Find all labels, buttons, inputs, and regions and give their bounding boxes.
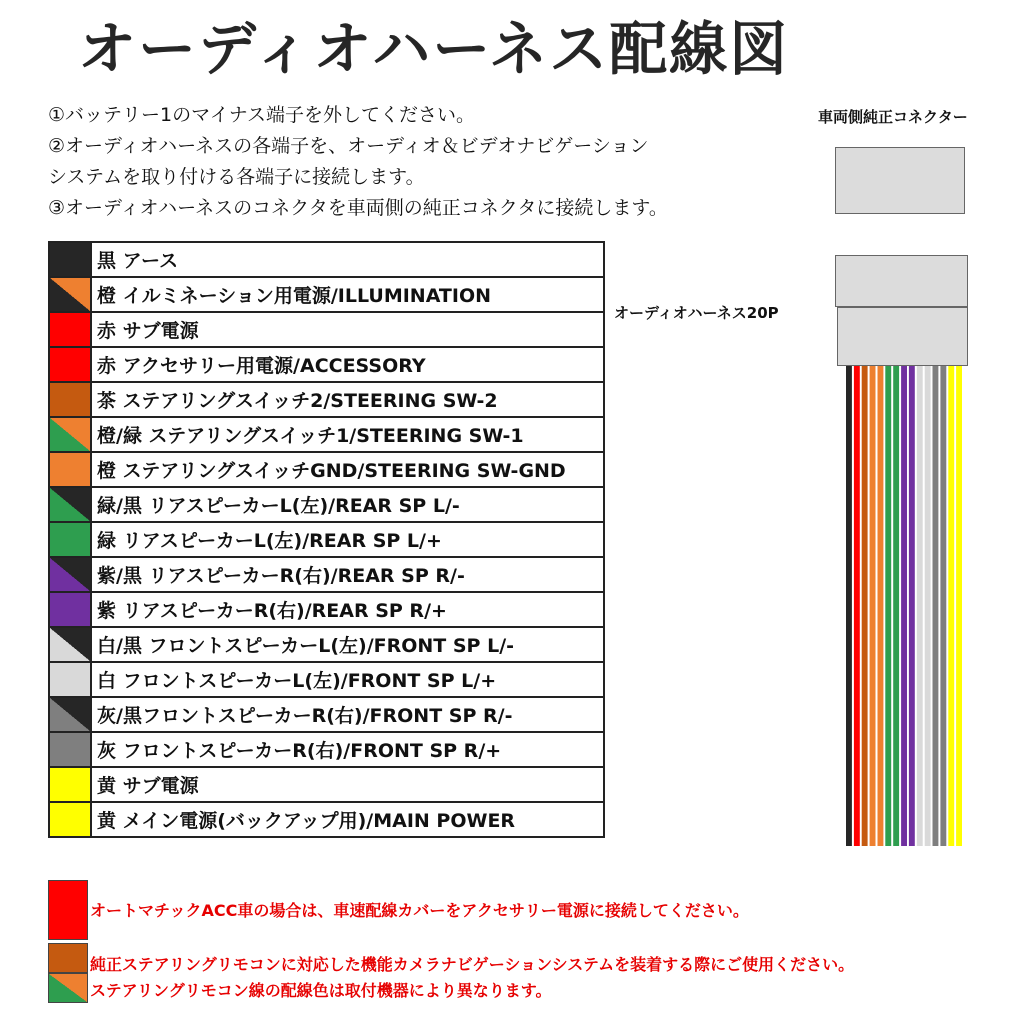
wire-color-swatch — [49, 627, 91, 662]
bundle-wire — [956, 366, 962, 846]
wire-bundle — [845, 366, 963, 846]
wire-label: 赤 アクセサリー用電源/ACCESSORY — [91, 347, 604, 382]
wire-label: 白 フロントスピーカーL(左)/FRONT SP L/+ — [91, 662, 604, 697]
bundle-wire — [862, 366, 868, 846]
wire-label: 灰 フロントスピーカーR(右)/FRONT SP R/+ — [91, 732, 604, 767]
wire-row — [49, 662, 604, 697]
note-text: ステアリングリモコン線の配線色は取付機器により異なります。 — [90, 981, 552, 1000]
note-text: オートマチックACC車の場合は、車速配線カバーをアクセサリー電源に接続してください。 — [90, 901, 749, 920]
bundle-wire — [878, 366, 884, 846]
wire-label: 白/黒 フロントスピーカーL(左)/FRONT SP L/- — [91, 627, 604, 662]
wire-row — [49, 557, 604, 592]
page-title: オーディオハーネス配線図 — [78, 15, 790, 83]
wire-row — [49, 277, 604, 312]
wire-label: 黄 サブ電源 — [91, 767, 604, 802]
instruction-step-2-cont: システムを取り付ける各端子に接続します。 — [48, 166, 425, 188]
harness-connector-bottom — [837, 307, 968, 366]
wire-color-table — [48, 241, 605, 838]
bundle-wire — [925, 366, 931, 846]
bundle-wire — [917, 366, 923, 846]
wire-row — [49, 732, 604, 767]
wire-label: 緑/黒 リアスピーカーL(左)/REAR SP L/- — [91, 487, 604, 522]
wire-row — [49, 452, 604, 487]
wire-row — [49, 487, 604, 522]
note-text: 純正ステアリングリモコンに対応した機能カメラナビゲーションシステムを装着する際にご使用ください。 — [90, 955, 855, 974]
bundle-wire — [870, 366, 876, 846]
wire-row — [49, 347, 604, 382]
bundle-wire — [933, 366, 939, 846]
wire-color-swatch — [49, 417, 91, 452]
bundle-wire — [893, 366, 899, 846]
note-color-chip — [48, 973, 88, 1003]
wire-color-swatch — [49, 242, 91, 277]
harness-connector-label: オーディオハーネス20P — [614, 304, 779, 322]
wire-color-swatch — [49, 802, 91, 837]
bundle-wire — [948, 366, 954, 846]
wire-color-swatch — [49, 732, 91, 767]
wire-label: 緑 リアスピーカーL(左)/REAR SP L/+ — [91, 522, 604, 557]
wire-color-swatch — [49, 662, 91, 697]
wire-label: 黒 アース — [91, 242, 604, 277]
instructions — [48, 100, 768, 224]
wire-label: 黄 メイン電源(バックアップ用)/MAIN POWER — [91, 802, 604, 837]
wire-row — [49, 592, 604, 627]
wire-color-swatch — [49, 452, 91, 487]
wire-row — [49, 522, 604, 557]
wire-label: 紫 リアスピーカーR(右)/REAR SP R/+ — [91, 592, 604, 627]
wire-row — [49, 802, 604, 837]
wire-label: 赤 サブ電源 — [91, 312, 604, 347]
wire-row — [49, 767, 604, 802]
wire-label: 橙/緑 ステアリングスイッチ1/STEERING SW-1 — [91, 417, 604, 452]
wire-color-swatch — [49, 767, 91, 802]
bundle-wire — [846, 366, 852, 846]
wire-label: 茶 ステアリングスイッチ2/STEERING SW-2 — [91, 382, 604, 417]
wire-color-swatch — [49, 522, 91, 557]
wire-row — [49, 382, 604, 417]
wire-row — [49, 312, 604, 347]
wire-label: 橙 イルミネーション用電源/ILLUMINATION — [91, 277, 604, 312]
instruction-step-2: ②オーディオハーネスの各端子を、オーディオ＆ビデオナビゲーション — [48, 135, 649, 157]
bundle-wire — [885, 366, 891, 846]
wire-label: 紫/黒 リアスピーカーR(右)/REAR SP R/- — [91, 557, 604, 592]
instruction-step-1: ①バッテリー1のマイナス端子を外してください。 — [48, 104, 475, 126]
bundle-wire — [854, 366, 860, 846]
wire-row — [49, 417, 604, 452]
wire-color-swatch — [49, 277, 91, 312]
wire-color-swatch — [49, 557, 91, 592]
wire-color-swatch — [49, 487, 91, 522]
wire-row — [49, 242, 604, 277]
vehicle-connector — [835, 147, 965, 214]
wire-label: 橙 ステアリングスイッチGND/STEERING SW-GND — [91, 452, 604, 487]
instruction-step-3: ③オーディオハーネスのコネクタを車両側の純正コネクタに接続します。 — [48, 197, 668, 219]
vehicle-connector-label: 車両側純正コネクター — [818, 108, 968, 126]
wire-color-swatch — [49, 347, 91, 382]
wire-color-swatch — [49, 312, 91, 347]
wire-row — [49, 697, 604, 732]
note-color-chip — [48, 880, 88, 940]
bundle-wire — [909, 366, 915, 846]
wire-label: 灰/黒フロントスピーカーR(右)/FRONT SP R/- — [91, 697, 604, 732]
wire-color-swatch — [49, 697, 91, 732]
wire-row — [49, 627, 604, 662]
note-color-chip — [48, 943, 88, 973]
bundle-wire — [940, 366, 946, 846]
bundle-wire — [901, 366, 907, 846]
wire-color-swatch — [49, 382, 91, 417]
harness-connector-top — [835, 255, 968, 307]
wire-color-swatch — [49, 592, 91, 627]
